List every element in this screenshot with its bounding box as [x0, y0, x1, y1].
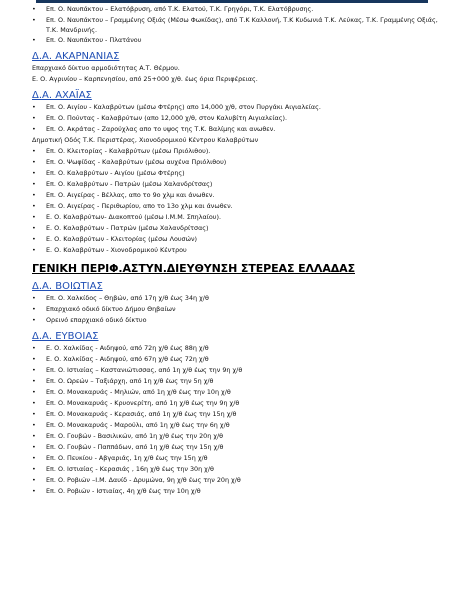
list-item: • Επ. Ο. Ωρεών – Ταξιάρχη, από 1η χ/θ έως την 5η χ/θ — [32, 377, 214, 385]
list-item: • Επ. Ο. Ροβιών - Ιστιαίας, 4η χ/θ έως την 10η χ/θ — [32, 487, 201, 495]
list-item: • Επ. Ο. Ναυπάκτου – Ελατόβρυση, από Τ.Κ. Ελατού, Τ.Κ. Γρηγόρι, Τ.Κ. Ελατόβρυσης. — [32, 5, 314, 13]
bullet-icon: • — [32, 316, 36, 324]
section-heading-evvoias: Δ.Α. ΕΥΒΟΙΑΣ — [32, 331, 99, 342]
list-item: • Επ. Ο. Μονακαρυάς - Κρυονερίτη, από 1η χ/θ έως την 9η χ/θ — [32, 399, 240, 407]
list-item: • Επ. Ο. Αιγίου - Καλαβρύτων (μέσω Φτέρης) απο 14,000 χ/θ, στον Πυργάκι Αιγιαλείας. — [32, 103, 321, 111]
bullet-icon: • — [32, 465, 36, 473]
list-item: • Ε. Ο. Καλαβρύτων - Χιονοδρομικού Κέντρου — [32, 246, 187, 254]
list-item: • Επ. Ο. Πούντας - Καλαβρύτων (απο 12,000 χ/θ, στον Καλυβίτη Αιγιαλείας). — [32, 114, 287, 122]
text-line: Δημοτική Οδός Τ.Κ. Περιστέρας, Χιονοδρομικού Κέντρου Καλαβρύτων — [32, 136, 259, 144]
list-item: • Ορεινό επαρχιακό οδικό δίκτυο — [32, 316, 147, 324]
list-item: • Επ. Ο. Ναυπάκτου - Πλατάνου — [32, 36, 142, 44]
list-item: • Επ. Ο. Χαλκίδος – Θηβών, από 17η χ/θ έως 34η χ/θ — [32, 294, 209, 302]
bullet-icon: • — [32, 355, 36, 363]
bullet-icon: • — [32, 399, 36, 407]
list-item: • Επ. Ο. Καλαβρύτων - Πατρών (μέσω Χαλανδρίτσας) — [32, 180, 213, 188]
main-heading: ΓΕΝΙΚΗ ΠΕΡΙΦ.ΑΣΤΥΝ.ΔΙΕΥΘΥΝΣΗ ΣΤΕΡΕΑΣ ΕΛΛΑΔΑΣ — [32, 262, 355, 275]
bullet-icon: • — [32, 476, 36, 484]
top-border — [36, 0, 428, 3]
bullet-icon: • — [32, 169, 36, 177]
bullet-icon: • — [32, 432, 36, 440]
list-item: • Ε. Ο. Χαλκίδας - Αιδηψού, από 72η χ/θ έως 88η χ/θ — [32, 344, 209, 352]
list-item: • Επ. Ο. Ακράτας - Ζαρούχλας απο το υψος της Τ.Κ. Βαλίμης και ανωθεν. — [32, 125, 276, 133]
list-item: • Επ. Ο. Πευκίου - Αβγαριάς, 1η χ/θ έως την 15η χ/θ — [32, 454, 208, 462]
list-item: • Επαρχιακό οδικό δίκτυο Δήμου Θηβαίων — [32, 305, 176, 313]
list-item: • Επ. Ο. Καλαβρύτων - Αιγίου (μέσω Φτέρης) — [32, 169, 185, 177]
text-line: Ε. Ο. Αγρινίου – Καρπενησίου, από 25+000 χ/θ. έως όρια Περιφέρειας. — [32, 75, 258, 83]
list-item: • Ε. Ο. Καλαβρύτων- Διακοπτού (μέσω Ι.Μ.Μ. Σπηλαίου). — [32, 213, 221, 221]
bullet-icon: • — [32, 103, 36, 111]
bullet-icon: • — [32, 421, 36, 429]
bullet-icon: • — [32, 344, 36, 352]
bullet-icon: • — [32, 410, 36, 418]
bullet-icon: • — [32, 366, 36, 374]
list-item: • Επ. Ο. Ροβιών –Ι.Μ. Δαυίδ - Δρυμώνα, 9η χ/θ έως την 20η χ/θ — [32, 476, 241, 484]
list-item: • Επ. Ο. Μονακαρυάς - Κερασιάς, από 1η χ/θ έως την 15η χ/θ — [32, 410, 237, 418]
bullet-icon: • — [32, 305, 36, 313]
bullet-icon: • — [32, 388, 36, 396]
bullet-icon: • — [32, 158, 36, 166]
bullet-icon: • — [32, 5, 36, 13]
section-heading-akarnanias: Δ.Α. ΑΚΑΡΝΑΝΙΑΣ — [32, 51, 120, 62]
bullet-icon: • — [32, 180, 36, 188]
bullet-icon: • — [32, 294, 36, 302]
list-item: • Επ. Ο. Ιστιαίας - Κερασιάς , 16η χ/θ έως την 30η χ/θ — [32, 465, 214, 473]
bullet-icon: • — [32, 36, 36, 44]
bullet-icon: • — [32, 443, 36, 451]
bullet-icon: • — [32, 235, 36, 243]
bullet-icon: • — [32, 202, 36, 210]
document-page — [0, 4, 461, 497]
list-item: • Ε. Ο. Καλαβρύτων - Κλειτορίας (μέσω Λουσών) — [32, 235, 198, 243]
bullet-icon: • — [32, 224, 36, 232]
list-item: • Επ. Ο. Μονακαρυάς - Μηλιών, από 1η χ/θ έως την 10η χ/θ — [32, 388, 231, 396]
bullet-icon: • — [32, 191, 36, 199]
section-heading-voiotias: Δ.Α. ΒΟΙΩΤΙΑΣ — [32, 281, 103, 292]
list-item: • Επ. Ο. Αιγείρας - Περιθωρίου, απο το 13ο χλμ και άνωθεν. — [32, 202, 233, 210]
list-item: • Επ. Ο. Μονακαρυάς - Μαρούλι, από 1η χ/θ έως την 6η χ/θ — [32, 421, 230, 429]
list-item: • Επ. Ο. Κλειτορίας - Καλαβρύτων (μέσω Πριόλιθου). — [32, 147, 211, 155]
bullet-icon: • — [32, 125, 36, 133]
list-item: • Επ. Ο. Γουβών - Βασιλικών, από 1η χ/θ έως την 20η χ/θ — [32, 432, 224, 440]
list-item: • Επ. Ο. Ιστιαίας – Καστανιώτισσας, από 1η χ/θ έως την 9η χ/θ — [32, 366, 243, 374]
list-item: • Ε. Ο. Καλαβρύτων - Πατρών (μέσω Χαλανδρίτσας) — [32, 224, 209, 232]
list-item: • Ε. Ο. Χαλκίδας - Αιδηψού, από 67η χ/θ έως 72η χ/θ — [32, 355, 209, 363]
list-item: • Επ. Ο. Γουβών - Παππάδων, από 1η χ/θ έως την 15η χ/θ — [32, 443, 224, 451]
bullet-icon: • — [32, 377, 36, 385]
text-line: Επαρχιακό δίκτυο αρμοδιότητας Α.Τ. Θέρμου. — [32, 64, 180, 72]
list-item: • Επ. Ο. Ψωφίδας - Καλαβρύτων (μέσω αυχένα Πριόλιθου) — [32, 158, 227, 166]
bullet-icon: • — [32, 147, 36, 155]
bullet-icon: • — [32, 213, 36, 221]
bullet-icon: • — [32, 487, 36, 495]
bullet-icon: • — [32, 246, 36, 254]
list-item: • Επ. Ο. Ναυπάκτου – Γραμμένης Οξιάς (Μέσω Φωκίδας), από Τ.Κ Καλλονή, Τ.Κ Κυδωνιά Τ.Κ. Λεύκας, Τ.Κ. Γραμμένης Οξιάς, Τ.Κ. Μανδρινής. — [32, 16, 438, 34]
bullet-icon: • — [32, 16, 36, 24]
section-heading-achaias: Δ.Α. ΑΧΑΪΑΣ — [32, 90, 92, 101]
list-item: • Επ. Ο. Αιγείρας - Βέλλας, απο το 9ο χλμ και άνωθεν. — [32, 191, 215, 199]
bullet-icon: • — [32, 114, 36, 122]
bullet-icon: • — [32, 454, 36, 462]
